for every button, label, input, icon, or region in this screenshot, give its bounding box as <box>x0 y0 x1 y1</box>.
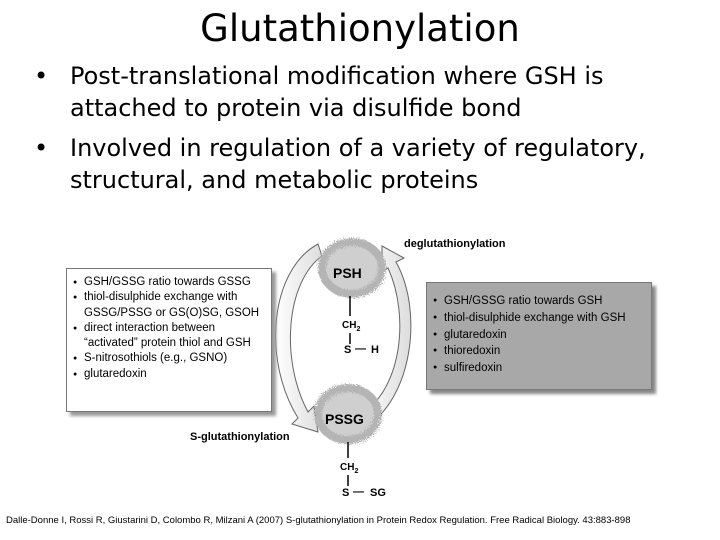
glutathionylation-factors-box <box>66 268 272 412</box>
factor-item-continued: “activated” protein thiol and GSH <box>84 337 251 350</box>
factor-item: ● GSH/GSSG ratio towards GSSG <box>73 275 267 290</box>
factor-item: ● sulfiredoxin <box>433 360 647 377</box>
factor-item: ● S-nitrosothiols (e.g., GSNO) <box>73 351 267 366</box>
s-glutathionylation-arrow-icon <box>276 244 322 432</box>
pssg-sg-label: SG <box>370 487 386 499</box>
pssg-ch2-label: $CH_2$ <box>340 462 359 475</box>
pssg-label: PSSG <box>325 411 364 427</box>
slide-title: Glutathionylation <box>200 7 520 50</box>
psh-label: PSH <box>333 265 362 281</box>
s-glutathionylation-label: S-glutathionylation <box>190 431 290 443</box>
factor-item: ● direct interaction between <box>73 321 267 336</box>
factor-item: ● glutaredoxin <box>73 367 267 382</box>
bullet-text: Post-translational modification where GSH is attached to protein via disulfide bond <box>70 62 604 122</box>
deglutathionylation-label: deglutathionylation <box>404 238 506 250</box>
factor-item-continued: GSSG/PSSG or GS(O)SG, GSOH <box>84 306 260 319</box>
factor-item: ● glutaredoxin <box>433 327 647 344</box>
bullet-dot-icon: • <box>34 62 49 90</box>
bullet-text: Involved in regulation of a variety of regulatory, structural, and metabolic proteins <box>70 134 646 194</box>
pssg-bond-dash: — <box>353 486 364 498</box>
deglutathionylation-factors-box <box>426 282 652 390</box>
factor-item: ● thioredoxin <box>433 343 647 360</box>
citation-text: Dalle-Donne I, Rossi R, Giustarini D, Colombo R, Milzani A (2007) S-glutathionylation in Protein Redox Regulation. Free Radical Biology. 43:883-898 <box>6 515 631 526</box>
psh-sulfur-label: S <box>344 344 352 356</box>
psh-hydrogen-label: H <box>371 344 379 356</box>
factor-item: ● thiol-disulphide exchange with <box>73 290 267 305</box>
factor-item: ● GSH/GSSG ratio towards GSH <box>433 293 647 310</box>
psh-bond-dash: — <box>355 343 366 355</box>
bullet-dot-icon: • <box>34 134 49 162</box>
psh-ch2-label: $CH_2$ <box>342 320 361 333</box>
factor-item: ● thiol-disulphide exchange with GSH <box>433 310 647 327</box>
pssg-sulfur-label: S <box>342 487 350 499</box>
